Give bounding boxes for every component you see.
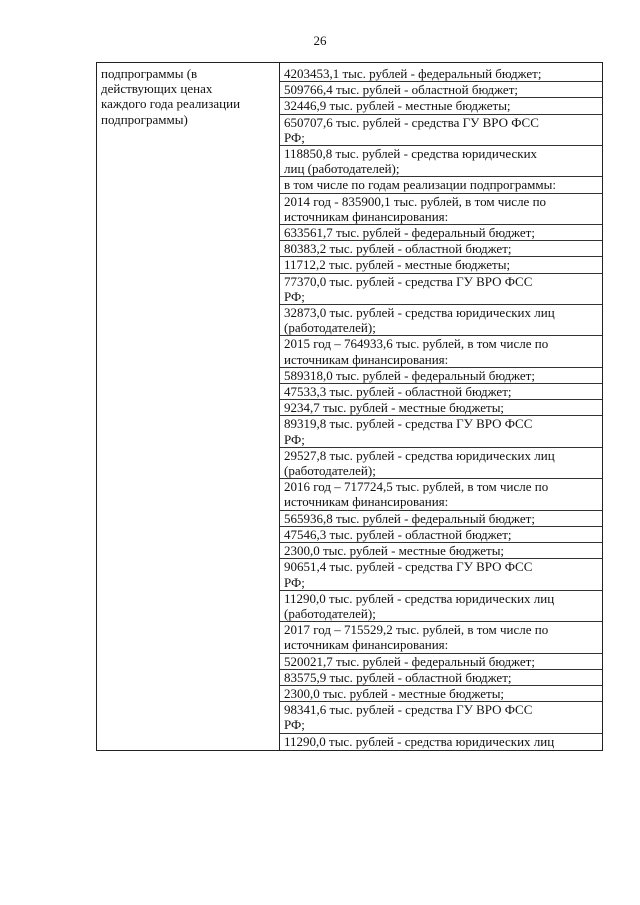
funding-entry-line: 520021,7 тыс. рублей - федеральный бюджет; (284, 653, 535, 669)
funding-entry (280, 224, 602, 240)
funding-entry-line: 80383,2 тыс. рублей - областной бюджет; (284, 241, 512, 257)
funding-entry-line: 29527,8 тыс. рублей - средства юридических лиц (284, 447, 555, 463)
funding-entry (280, 685, 602, 701)
funding-entry (284, 66, 598, 81)
row-label-cell (97, 63, 280, 751)
funding-entry-line: 47533,3 тыс. рублей - областной бюджет; (284, 384, 512, 400)
funding-entry (280, 304, 602, 335)
funding-entry-line: 32873,0 тыс. рублей - средства юридических лиц (284, 305, 555, 321)
funding-entry-line: источникам финансирования: (284, 208, 449, 224)
label-line: действующих ценах (101, 81, 213, 97)
funding-entry (280, 114, 602, 145)
row-value-cell (280, 63, 603, 751)
funding-entry-line: 47546,3 тыс. рублей - областной бюджет; (284, 526, 512, 542)
funding-entry (280, 97, 602, 113)
funding-entry-line: 83575,9 тыс. рублей - областной бюджет; (284, 669, 512, 685)
funding-entry-line: 90651,4 тыс. рублей - средства ГУ ВРО ФСС (284, 559, 533, 575)
funding-entry (280, 193, 602, 224)
funding-entry-line: РФ; (284, 288, 305, 304)
page-number: 26 (313, 33, 327, 48)
funding-entry-line: 509766,4 тыс. рублей - областной бюджет; (284, 82, 518, 98)
funding-entry-line: 589318,0 тыс. рублей - федеральный бюджет; (284, 367, 535, 383)
funding-entry-line: 2014 год - 835900,1 тыс. рублей, в том числе по (284, 193, 547, 209)
funding-entry-line: 650707,6 тыс. рублей - средства ГУ ВРО ФСС (284, 114, 539, 130)
funding-entry-line: РФ; (284, 431, 305, 447)
funding-entry (280, 415, 602, 446)
funding-entry (280, 240, 602, 256)
funding-entry (280, 542, 602, 558)
funding-entry-line: 565936,8 тыс. рублей - федеральный бюджет; (284, 510, 535, 526)
funding-entry (280, 399, 602, 415)
funding-entry-line: в том числе по годам реализации подпрограммы: (284, 177, 556, 193)
funding-entry-line: источникам финансирования: (284, 637, 449, 653)
funding-entry (280, 558, 602, 589)
funding-entry (280, 653, 602, 669)
funding-entry-line: 2300,0 тыс. рублей - местные бюджеты; (284, 543, 505, 559)
funding-entry (280, 176, 602, 192)
funding-entry-line: 2015 год – 764933,6 тыс. рублей, в том числе по (284, 336, 549, 352)
funding-entry (280, 383, 602, 399)
funding-entry (280, 256, 602, 272)
funding-entry-line: (работодателей); (284, 605, 376, 621)
label-line: подпрограммы (в (101, 66, 198, 81)
funding-entry-line: 89319,8 тыс. рублей - средства ГУ ВРО ФСС (284, 416, 533, 432)
funding-entry-line: (работодателей); (284, 463, 376, 479)
label-line: подпрограммы) (101, 111, 188, 127)
funding-entry-line: 2017 год – 715529,2 тыс. рублей, в том числе по (284, 622, 549, 638)
funding-table (96, 62, 603, 751)
funding-entry-line: РФ; (284, 574, 305, 590)
funding-entry-line: 4203453,1 тыс. рублей - федеральный бюджет; (284, 66, 542, 81)
funding-entry-line: источникам финансирования: (284, 494, 449, 510)
funding-entry-line: 2016 год – 717724,5 тыс. рублей, в том числе по (284, 479, 549, 495)
funding-entry-line: РФ; (284, 129, 305, 145)
funding-entry-line: 2300,0 тыс. рублей - местные бюджеты; (284, 685, 505, 701)
funding-entry-line: 11290,0 тыс. рублей - средства юридических лиц (284, 590, 555, 606)
funding-entry (280, 669, 602, 685)
funding-entry (280, 510, 602, 526)
label-line: каждого года реализации (101, 96, 241, 112)
funding-entry-line: РФ; (284, 717, 305, 733)
funding-entry-line: 77370,0 тыс. рублей - средства ГУ ВРО ФСС (284, 273, 533, 289)
funding-entry (280, 621, 602, 652)
funding-entry (280, 367, 602, 383)
funding-entry (280, 81, 602, 97)
funding-entry-line: 11712,2 тыс. рублей - местные бюджеты; (284, 257, 511, 273)
funding-entry-line: 118850,8 тыс. рублей - средства юридических (284, 146, 538, 162)
funding-entry (280, 526, 602, 542)
funding-entry (280, 447, 602, 478)
funding-entry (280, 733, 602, 749)
funding-entry (280, 478, 602, 509)
funding-entry-line: 11290,0 тыс. рублей - средства юридических лиц (284, 733, 555, 749)
funding-entry (280, 273, 602, 304)
table-row (97, 63, 603, 751)
funding-entry-line: (работодателей); (284, 320, 376, 336)
funding-entry (280, 701, 602, 732)
funding-entry-line: 32446,9 тыс. рублей - местные бюджеты; (284, 98, 511, 114)
funding-entry-line: 98341,6 тыс. рублей - средства ГУ ВРО ФСС (284, 702, 533, 718)
funding-entry-line: источникам финансирования: (284, 351, 449, 367)
funding-entry-line: лиц (работодателей); (284, 161, 400, 177)
funding-entry (280, 590, 602, 621)
funding-entry-line: 633561,7 тыс. рублей - федеральный бюджет; (284, 225, 535, 241)
funding-entry (280, 335, 602, 366)
funding-entry (280, 145, 602, 176)
funding-entry-line: 9234,7 тыс. рублей - местные бюджеты; (284, 400, 505, 416)
